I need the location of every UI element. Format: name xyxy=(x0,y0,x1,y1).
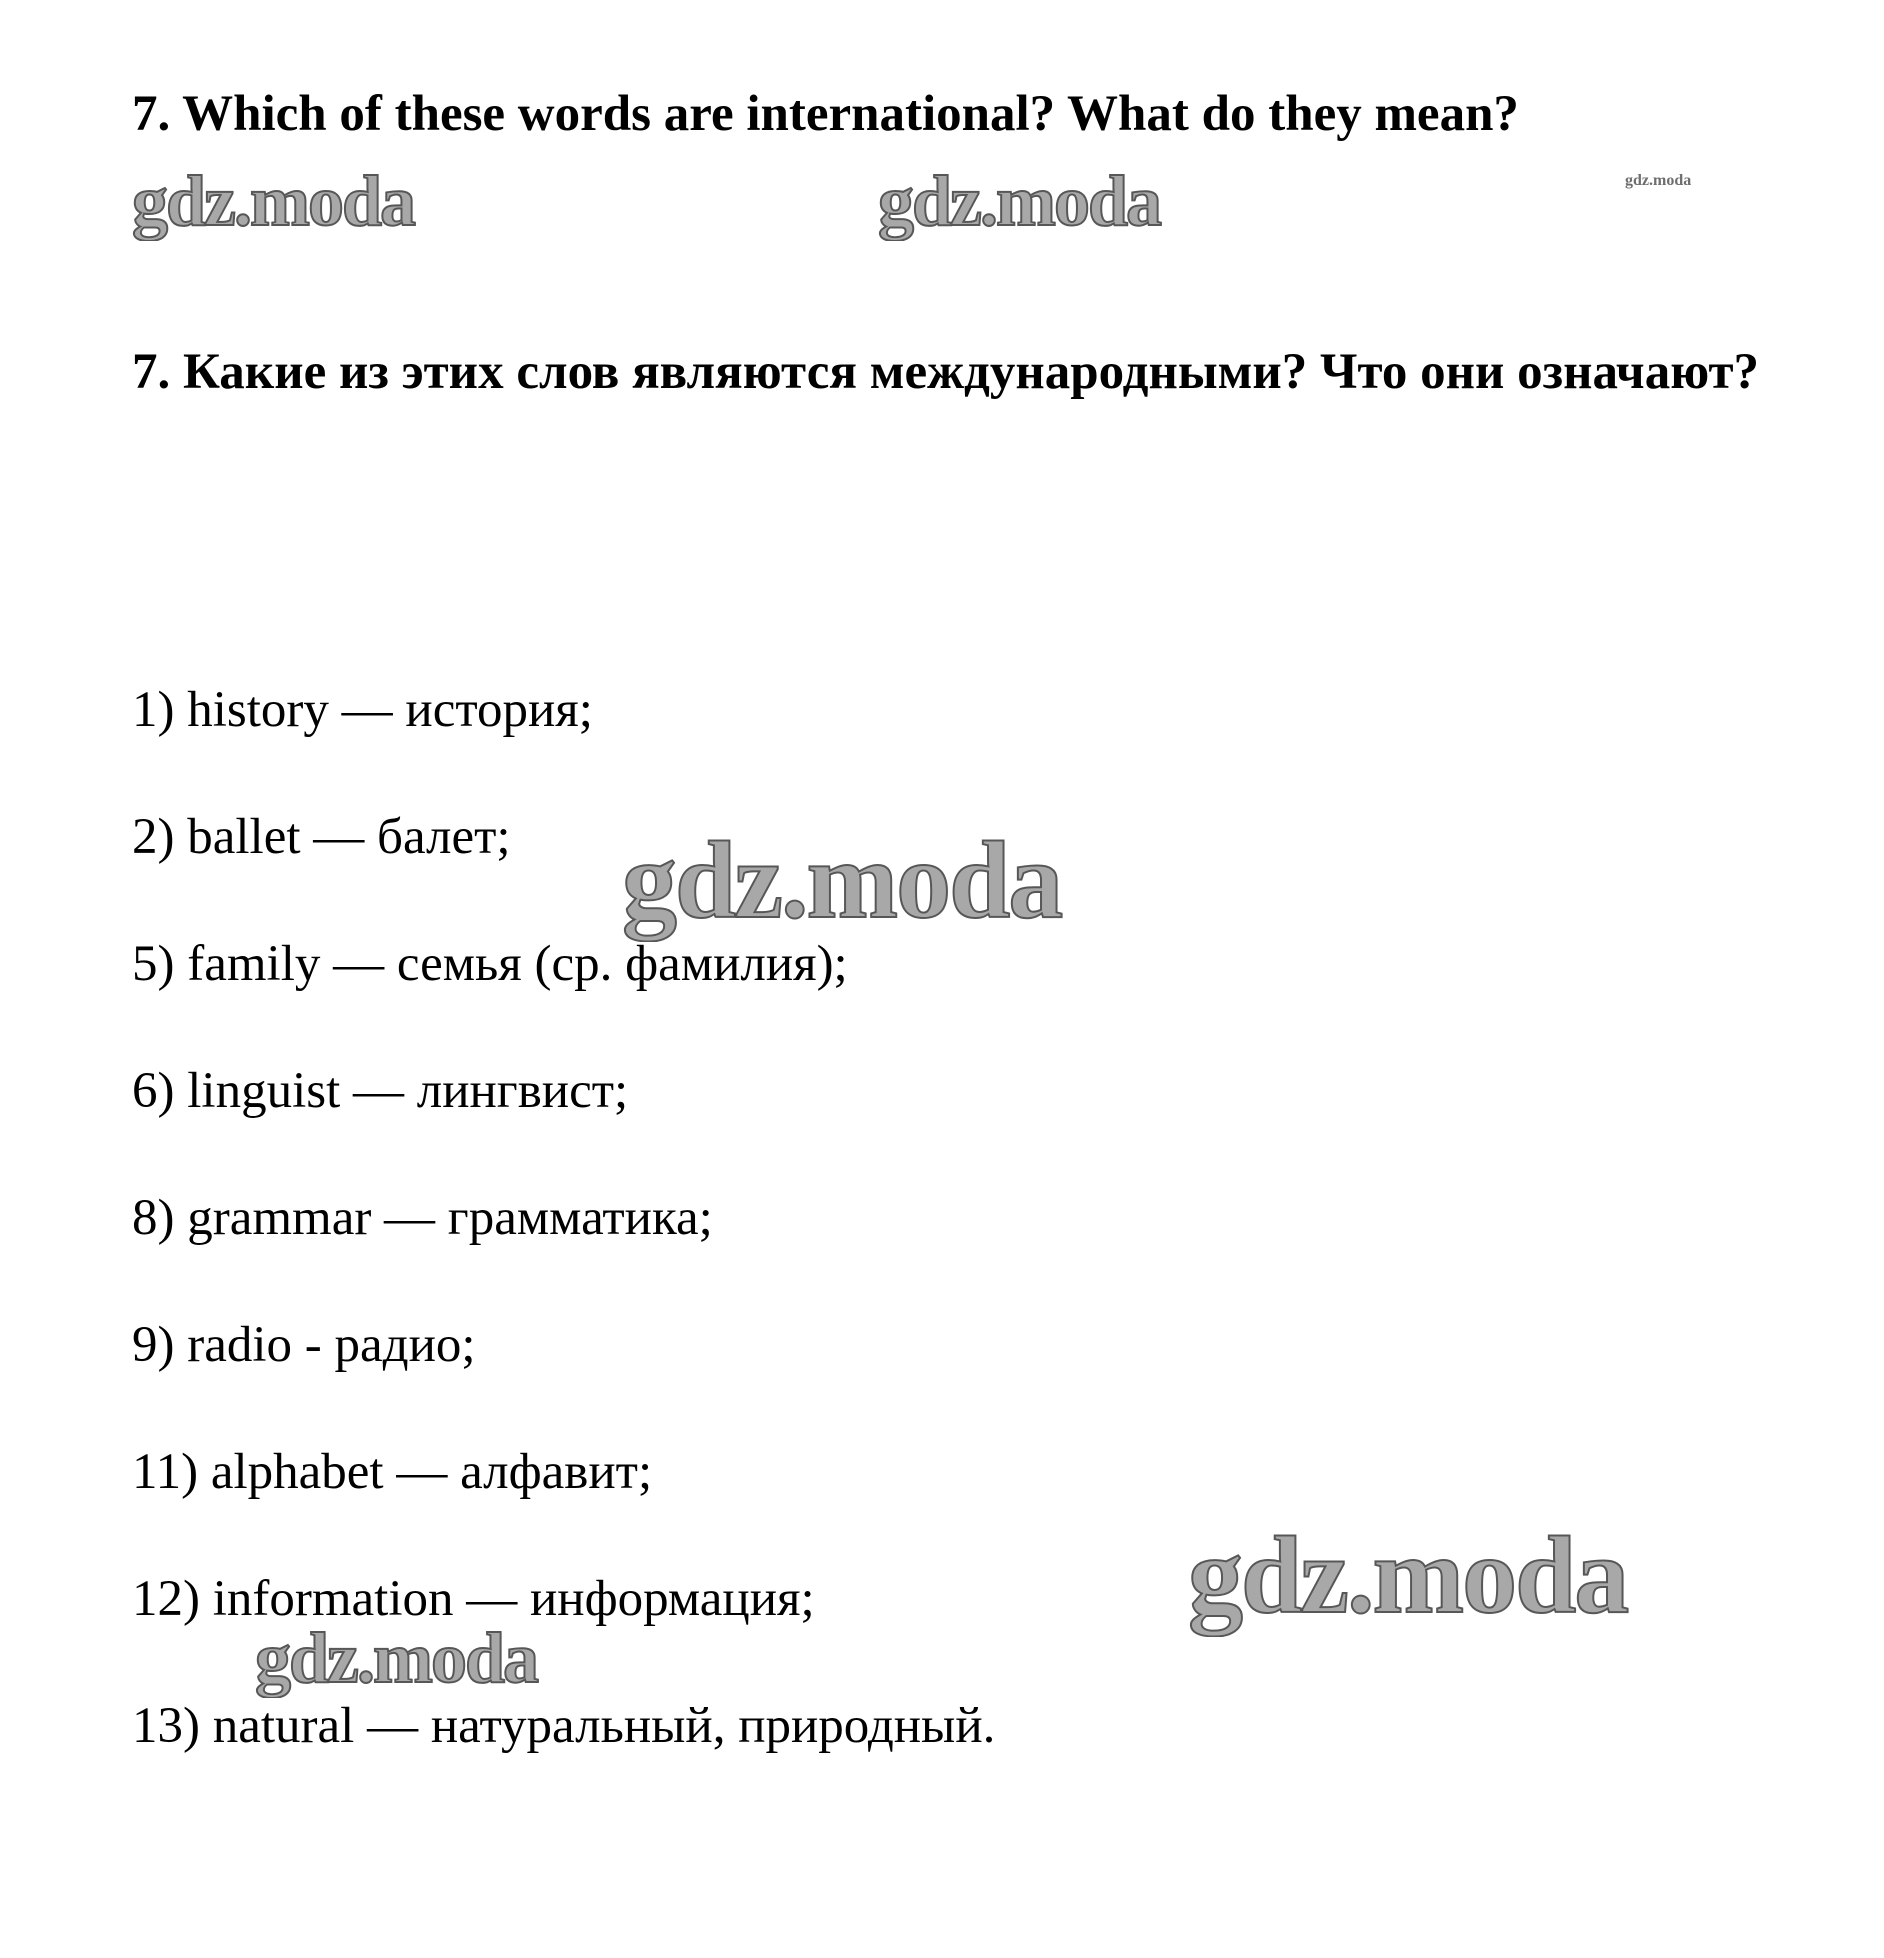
watermark: gdz.moda xyxy=(1625,172,1692,189)
answer-item: 6) linguist — лингвист; xyxy=(132,1063,629,1119)
answer-item: 12) information — информация; xyxy=(132,1571,815,1627)
watermark: gdz.moda xyxy=(132,161,415,241)
watermark: gdz.moda xyxy=(878,161,1161,241)
answer-item: 11) alphabet — алфавит; xyxy=(132,1444,653,1500)
answer-item: 13) natural — натуральный, природный. xyxy=(132,1698,996,1754)
exercise-heading-russian: 7. Какие из этих слов являются международными? Что они означают? xyxy=(132,344,1760,400)
answer-item: 2) ballet — балет; xyxy=(132,809,511,865)
exercise-heading-english: 7. Which of these words are international? What do they mean? xyxy=(132,86,1519,142)
watermark: gdz.moda xyxy=(255,1618,538,1698)
answer-item: 8) grammar — грамматика; xyxy=(132,1190,713,1246)
watermark: gdz.moda xyxy=(1188,1514,1628,1636)
answer-item: 5) family — семья (ср. фамилия); xyxy=(132,936,848,992)
answer-item: 1) history — история; xyxy=(132,682,593,738)
watermark: gdz.moda xyxy=(622,819,1062,941)
answer-item: 9) radio - радио; xyxy=(132,1317,476,1373)
